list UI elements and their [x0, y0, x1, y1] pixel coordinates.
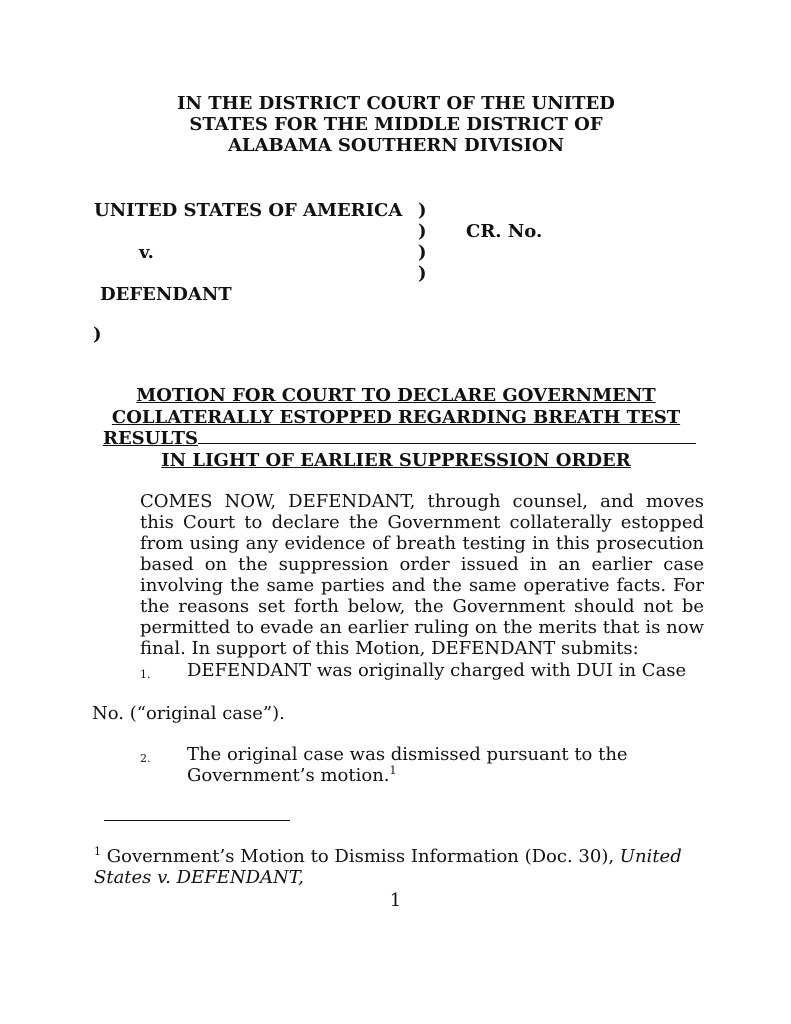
footnote-case-name: United States v. DEFENDANT	[94, 846, 682, 888]
footnote-text: Government’s Motion to Dismiss Information (Doc. 30),	[106, 846, 615, 867]
intro-paragraph	[140, 491, 704, 659]
footnote-separator	[104, 820, 290, 821]
caption-paren: )	[418, 263, 427, 284]
item-text-line-2	[187, 765, 397, 786]
motion-title-line-3	[96, 428, 696, 450]
intro-text: COMES NOW, DEFENDANT, through counsel, and moves this Court to declare the Government collaterally estopped from using any evidence of breath testing in this prosecution based on the suppression order issued in an earlier case involving the same parties and the same operative facts. For the reasons set forth below, the Government should not be permitted to evade an earlier ruling on the merits that is now final. In support of this Motion, DEFENDANT submits:	[140, 491, 704, 659]
footnote	[94, 846, 694, 888]
plaintiff-name: UNITED STATES OF AMERICA	[94, 200, 403, 221]
caption-paren: )	[93, 324, 102, 345]
caption-paren: )	[418, 242, 427, 263]
motion-title-line-4: IN LIGHT OF EARLIER SUPPRESSION ORDER	[161, 449, 631, 471]
item-text: DEFENDANT was originally charged with DUI in Case	[187, 660, 687, 681]
case-number-label: CR. No.	[466, 221, 543, 242]
motion-title	[96, 385, 696, 471]
motion-title-line-1: MOTION FOR COURT TO DECLARE GOVERNMENT	[136, 385, 656, 406]
item-number: 1.	[140, 668, 151, 681]
footnote-trailing: ,	[298, 867, 304, 888]
caption-paren: )	[418, 200, 427, 221]
item-text: The original case was dismissed pursuant to the	[187, 744, 628, 765]
defendant-name: DEFENDANT	[100, 284, 232, 305]
versus: v.	[139, 242, 154, 263]
footnote-marker: 1	[94, 845, 101, 858]
caption-paren: )	[418, 221, 427, 242]
court-heading	[140, 93, 652, 156]
item-text: Government’s motion.	[187, 765, 390, 786]
item-number: 2.	[140, 752, 151, 765]
motion-title-line-2: COLLATERALLY ESTOPPED REGARDING BREATH TEST	[111, 406, 681, 428]
court-heading-line-2: STATES FOR THE MIDDLE DISTRICT OF	[189, 114, 603, 135]
page-number: 1	[389, 890, 402, 911]
court-heading-line-3: ALABAMA SOUTHERN DIVISION	[227, 135, 565, 156]
list-item	[140, 744, 700, 786]
item-continuation: No. (“original case”).	[92, 703, 285, 724]
court-heading-line-1: IN THE DISTRICT COURT OF THE UNITED	[177, 93, 615, 114]
footnote-reference[interactable]: 1	[389, 764, 397, 777]
motion-title-line-3-text: RESULTS	[103, 428, 198, 449]
title-underline-fill	[198, 429, 696, 444]
